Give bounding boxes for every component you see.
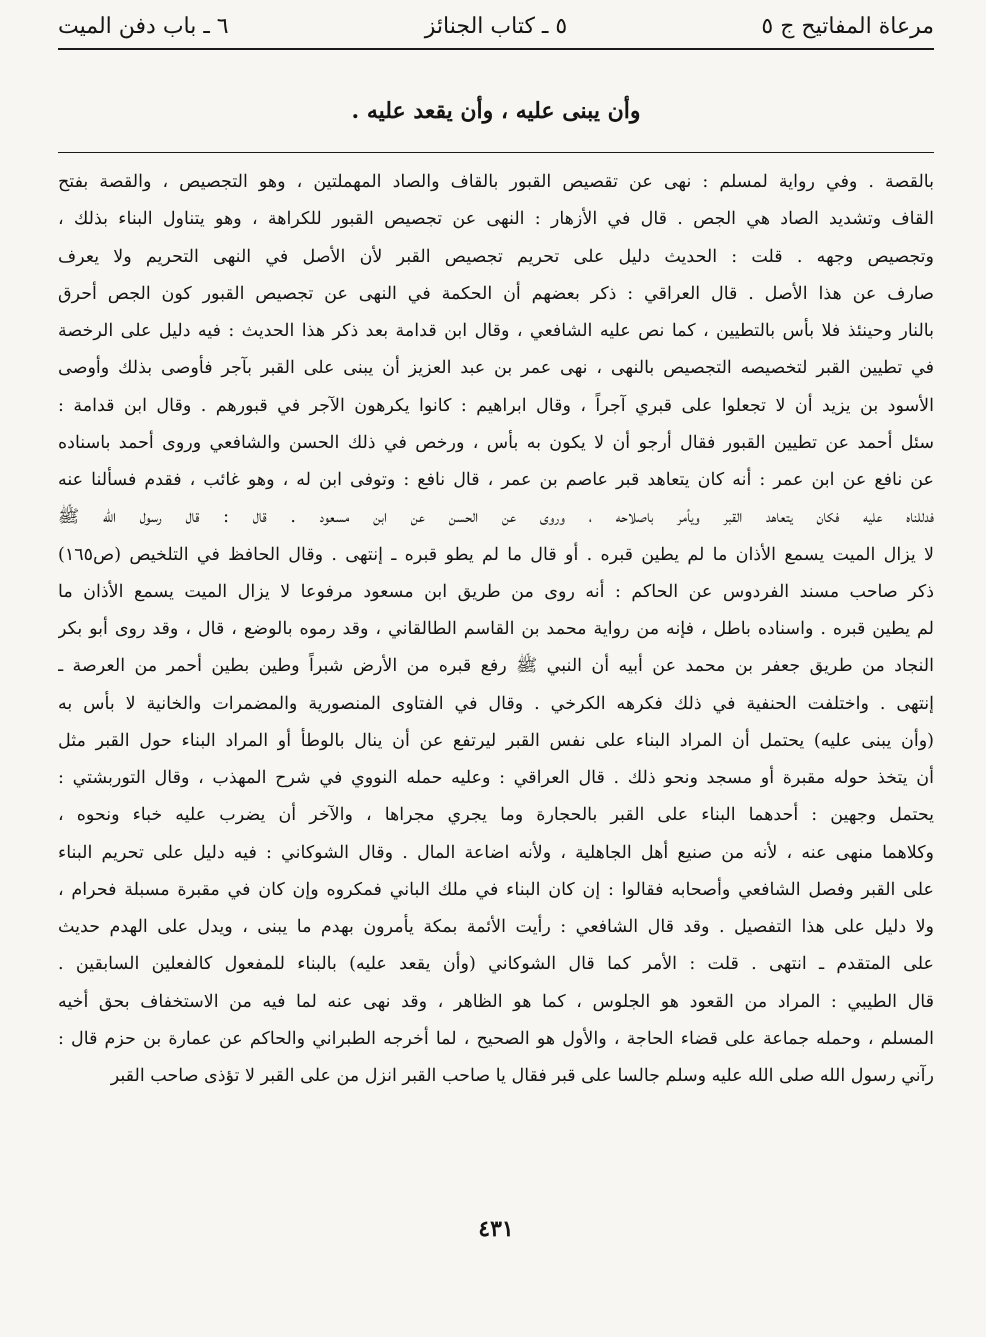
text-line: إنتهى . واختلفت الحنفية في ذلك فكرهه الكرخي . وقال في الفتاوى المنصورية والمضمرات والخانية لا بأس به	[58, 693, 934, 714]
header-divider	[58, 48, 934, 50]
text-line: في تطيين القبر لتخصيصه التجصيص بالنهى ، نهى عمر بن عبد العزيز أن يبنى على القبر بآجر فأوصى بذلك وأوصى	[58, 358, 934, 379]
text-line: لم يطين قبره . واسناده باطل ، فإنه من رواية محمد بن القاسم الطالقاني ، وقد رموه بالوضع ، قال ، وقد روى أبو بكر	[58, 619, 934, 639]
text-line: ولا دليل على هذا التفصيل . وقد قال الشافعي : رأيت الأئمة بمكة يأمرون بهدم ما يبنى ، ويدل على الهدم حديث	[58, 917, 934, 937]
text-line: بالنار وحينئذ فلا بأس بالتطيين ، كما نص عليه الشافعي ، وقال ابن قدامة بعد ذكر هذا الحديث : فيه دليل على الرخصة	[58, 321, 934, 341]
text-line: لا يزال الميت يسمع الأذان ما لم يطين قبره . أو قال ما لم يطو قبره ـ إنتهى . وقال الحافظ في التلخيص (ص١٦٥)	[58, 544, 934, 565]
title-divider	[58, 152, 934, 153]
text-line: أن يتخذ حوله مقبرة أو مسجد ونحو ذلك . قال العراقي : وعليه حمله النووي في شرح المهذب ، وقال التوربشتي :	[58, 768, 934, 788]
text-line: على القبر وفصل الشافعي وأصحابه فقالوا : إن كان البناء في ملك الباني فمكروه وإن كان في مقبرة مسبلة فحرام ،	[58, 879, 934, 900]
page-number: ٤٣١	[478, 1216, 514, 1242]
header-book-title: مرعاة المفاتيح ج ٥	[761, 14, 934, 39]
text-line: القاف وتشديد الصاد هي الجص . قال في الأزهار : النهى عن تجصيص القبور للكراهة ، وهو يتناول البناء بذلك ،	[58, 209, 934, 230]
text-line: سئل أحمد عن تطيين القبور فقال أرجو أن لا يكون به بأس ، ورخص في ذلك الحسن والشافعي وروى أحمد باسناده	[58, 432, 934, 453]
text-line: المسلم ، وحمله جماعة على قضاء الحاجة ، والأول هو الصحيح ، لما أخرجه الطبراني والحاكم عن عمارة بن حزم قال :	[58, 1028, 934, 1049]
text-line: رآني رسول الله صلى الله عليه وسلم جالسا على قبر فقال يا صاحب القبر انزل من على القبر لا تؤذى صاحب القبر	[110, 1066, 934, 1086]
text-line: عن نافع عن ابن عمر : أنه كان يتعاهد قبر عاصم بن عمر ، قال نافع : وتوفى ابن له ، وهو غائب ، فقدم فسألنا عنه	[58, 470, 934, 490]
text-line: (وأن يبنى عليه) يحتمل أن المراد البناء على نفس القبر ليرتفع عن أن ينال بالوطأ أو المراد البناء حول القبر مثل	[58, 730, 934, 751]
text-line: صارف عن هذا الأصل . قال العراقي : ذكر بعضهم أن الحكمة في النهى عن تجصيص القبور كون الجص أحرق	[58, 283, 934, 304]
commentary-text	[58, 164, 934, 1095]
text-line: وكلاهما منهى عنه ، لأنه من صنيع أهل الجاهلية ، ولأنه اضاعة المال . وقال الشوكاني : فيه دليل على تحريم البناء	[58, 842, 934, 863]
section-title: وأن يبنى عليه ، وأن يقعد عليه .	[351, 98, 641, 124]
header-chapter: ٥ ـ كتاب الجنائز	[424, 14, 568, 39]
running-header	[58, 8, 934, 48]
header-section: ٦ ـ باب دفن الميت	[58, 14, 229, 39]
text-line: قال الطيبي : المراد من القعود هو الجلوس ، كما هو الظاهر ، وقد نهى عنه لما فيه من الاستخفاف بحق أخيه	[58, 991, 934, 1012]
text-line: النجاد من طريق جعفر بن محمد عن أبيه أن النبي ﷺ رفع قبره من الأرض شبراً وطين بطين أحمر من العرصة ـ	[58, 656, 934, 677]
text-line: يحتمل وجهين : أحدهما البناء على القبر بالحجارة وما يجري مجراها ، والآخر أن يضرب عليه خباء ونحوه ،	[58, 805, 934, 826]
text-line: على المتقدم ـ انتهى . قلت : الأمر كما قال الشوكاني (وأن يقعد عليه) بالبناء للمفعول كالفعلين السابقين .	[58, 954, 934, 975]
text-line: بالقصة . وفي رواية لمسلم : نهى عن تقصيص القبور بالقاف والصاد المهملتين ، وهو التجصيص ، والقصة بفتح	[58, 172, 934, 192]
text-line: وتجصيص وجهه . قلت : الحديث دليل على تحريم تجصيص القبر لأن الأصل في النهى التحريم ولا يعرف	[58, 246, 934, 267]
text-line: فدللناه عليه فكان يتعاهد القبر ويأمر باصلاحه ، وروى عن الحسن عن ابن مسعود . قال : قال رسول الله ﷺ	[58, 507, 934, 528]
text-line: الأسود بن يزيد أن لا تجعلوا على قبري آجراً ، وقال ابراهيم : كانوا يكرهون الآجر في قبورهم . وقال ابن قدامة :	[58, 395, 934, 416]
text-line: ذكر صاحب مسند الفردوس عن الحاكم : أنه روى من طريق ابن مسعود مرفوعا لا يزال الميت يسمع الأذان ما	[58, 581, 934, 602]
